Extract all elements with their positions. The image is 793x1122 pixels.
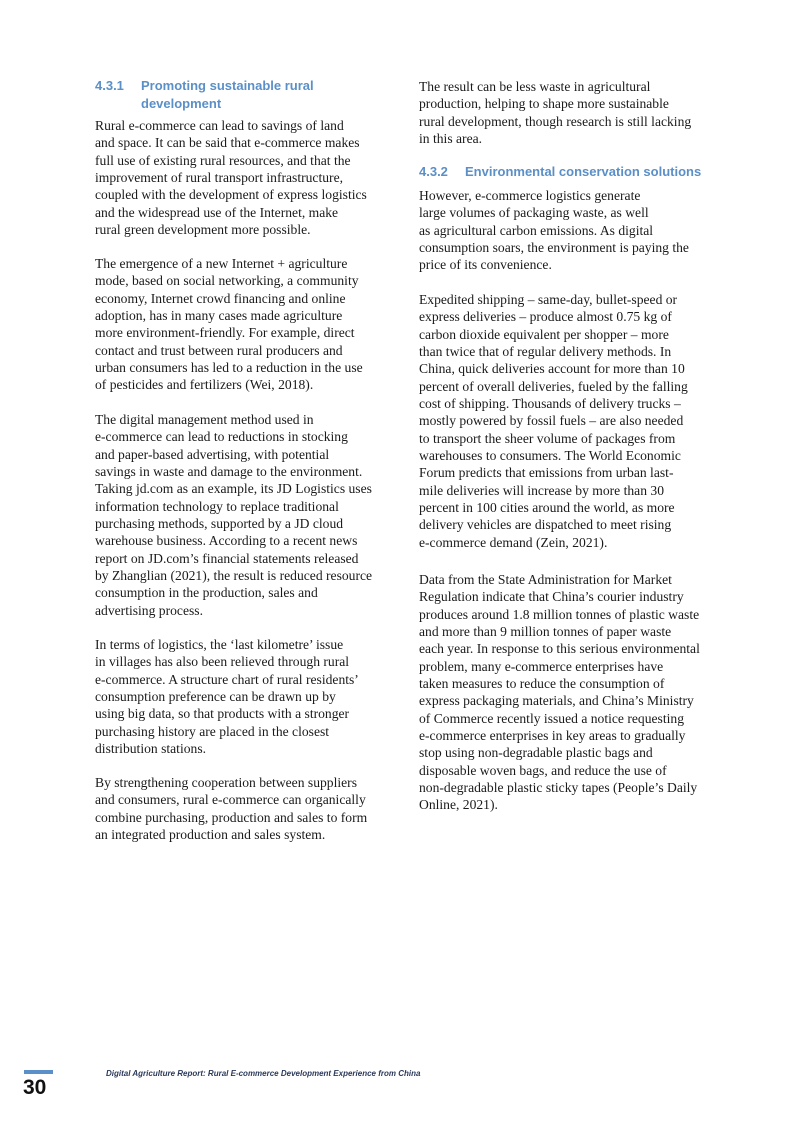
text-line: consumption in the production, sales and: [95, 585, 318, 601]
paragraph: [95, 117, 367, 238]
text-line: The emergence of a new Internet + agriculture: [95, 256, 348, 271]
heading-number: 4.3.1: [95, 78, 124, 93]
text-line: Online, 2021).: [419, 797, 498, 813]
text-line: e-commerce. A structure chart of rural residents’: [95, 671, 359, 687]
text-line: an integrated production and sales system.: [95, 827, 326, 843]
section-heading-4-3-1: [95, 77, 314, 113]
text-line: In terms of logistics, the ‘last kilometre’ issue: [95, 637, 344, 652]
text-line: production, helping to shape more sustainable: [419, 96, 669, 112]
page-number-accent-bar: [24, 1070, 53, 1074]
text-line: more environment-friendly. For example, direct: [95, 325, 355, 341]
text-line: improvement of rural transport infrastructure,: [95, 170, 343, 186]
text-line: purchasing methods, supported by a JD cloud: [95, 516, 344, 532]
text-line: The result can be less waste in agricultural: [419, 79, 651, 94]
text-line: disposable woven bags, and reduce the use of: [419, 762, 667, 778]
text-line: stop using non-degradable plastic bags and: [419, 745, 653, 761]
text-line: carbon dioxide equivalent per shopper – more: [419, 326, 669, 342]
text-line: purchasing history are placed in the closest: [95, 723, 330, 739]
text-line: contact and trust between rural producers and: [95, 342, 343, 358]
paragraph: [419, 291, 688, 551]
text-line: China, quick deliveries account for more than 10: [419, 361, 685, 377]
text-line: Data from the State Administration for Market: [419, 572, 672, 587]
text-line: e-commerce enterprises in key areas to gradually: [419, 728, 686, 744]
paragraph: [419, 187, 689, 274]
text-line: warehouses to consumers. The World Economic: [419, 448, 681, 464]
text-line: cost of shipping. Thousands of delivery trucks –: [419, 396, 681, 412]
text-line: and the widespread use of the Internet, make: [95, 204, 339, 220]
text-line: distribution stations.: [95, 741, 207, 757]
text-line: combine purchasing, production and sales to form: [95, 809, 368, 825]
text-line: consumption soars, the environment is paying the: [419, 240, 689, 256]
text-line: taken measures to reduce the consumption of: [419, 676, 665, 692]
text-line: economy, Internet crowd financing and online: [95, 290, 346, 306]
paragraph: [419, 78, 691, 147]
page-number: 30: [23, 1076, 47, 1099]
text-line: than twice that of regular delivery methods. In: [419, 344, 672, 360]
text-line: Expedited shipping – same-day, bullet-speed or: [419, 292, 678, 307]
heading-line: Promoting sustainable rural: [141, 78, 314, 93]
text-line: savings in waste and damage to the environment.: [95, 464, 363, 480]
text-line: by Zhanglian (2021), the result is reduced resource: [95, 568, 373, 584]
heading-line: Environmental conservation solutions: [465, 164, 702, 179]
footer-title: Digital Agriculture Report: Rural E-commerce Development Experience from China: [106, 1069, 421, 1078]
text-line: report on JD.com’s financial statements released: [95, 550, 359, 566]
text-line: price of its convenience.: [419, 257, 552, 273]
text-line: However, e-commerce logistics generate: [419, 188, 641, 203]
text-line: Regulation indicate that China’s courier industry: [419, 589, 684, 605]
paragraph: [95, 411, 372, 619]
text-line: produces around 1.8 million tonnes of plastic waste: [419, 606, 700, 622]
text-line: The digital management method used in: [95, 412, 314, 427]
text-line: mostly powered by fossil fuels – are also needed: [419, 413, 684, 429]
text-line: and space. It can be said that e-commerce makes: [95, 135, 360, 151]
text-line: of pesticides and fertilizers (Wei, 2018).: [95, 377, 314, 393]
text-line: By strengthening cooperation between suppliers: [95, 775, 357, 790]
section-heading-4-3-2: [419, 163, 701, 181]
text-line: percent of overall deliveries, fueled by the falling: [419, 378, 688, 394]
text-line: problem, many e-commerce enterprises have: [419, 658, 664, 674]
text-line: express packaging materials, and China’s Ministry: [419, 693, 694, 709]
paragraph: [419, 571, 700, 814]
text-line: information technology to replace traditional: [95, 498, 339, 514]
text-line: percent in 100 cities around the world, as more: [419, 500, 675, 516]
text-line: express deliveries – produce almost 0.75 kg of: [419, 309, 672, 325]
text-line: rural development, though research is still lacking: [419, 113, 692, 129]
text-line: adoption, has in many cases made agriculture: [95, 308, 343, 324]
text-line: mode, based on social networking, a community: [95, 273, 359, 289]
text-line: in this area.: [419, 131, 483, 147]
text-line: of Commerce recently issued a notice requesting: [419, 710, 684, 726]
text-line: as agricultural carbon emissions. As digital: [419, 222, 654, 238]
text-line: advertising process.: [95, 602, 203, 618]
text-line: rural green development more possible.: [95, 222, 311, 238]
text-line: delivery vehicles are dispatched to meet rising: [419, 517, 672, 533]
text-line: non-degradable plastic sticky tapes (People’s Daily: [419, 780, 698, 796]
text-line: warehouse business. According to a recent news: [95, 533, 358, 549]
heading-line: development: [141, 96, 222, 111]
text-line: Taking jd.com as an example, its JD Logistics uses: [95, 481, 372, 497]
paragraph: [95, 774, 367, 843]
text-line: e-commerce demand (Zein, 2021).: [419, 534, 608, 550]
text-line: e-commerce can lead to reductions in stocking: [95, 429, 348, 445]
text-line: in villages has also been relieved through rural: [95, 654, 350, 670]
text-line: large volumes of packaging waste, as well: [419, 205, 649, 221]
text-line: each year. In response to this serious environmental: [419, 641, 700, 657]
paragraph: [95, 636, 359, 757]
text-line: and consumers, rural e-commerce can organically: [95, 792, 366, 808]
text-line: using big data, so that products with a stronger: [95, 706, 350, 722]
text-line: Rural e-commerce can lead to savings of land: [95, 118, 344, 133]
text-line: coupled with the development of express logistics: [95, 187, 367, 203]
text-line: mile deliveries will increase by more than 30: [419, 482, 664, 498]
text-line: to transport the sheer volume of packages from: [419, 430, 676, 446]
text-line: consumption preference can be drawn up by: [95, 689, 336, 705]
text-line: full use of existing rural resources, and that the: [95, 152, 351, 168]
text-line: urban consumers has led to a reduction in the use: [95, 360, 363, 376]
text-line: Forum predicts that emissions from urban last-: [419, 465, 674, 481]
heading-number: 4.3.2: [419, 164, 448, 179]
paragraph: [95, 255, 363, 394]
text-line: and more than 9 million tonnes of paper waste: [419, 624, 672, 640]
text-line: and paper-based advertising, with potential: [95, 446, 330, 462]
